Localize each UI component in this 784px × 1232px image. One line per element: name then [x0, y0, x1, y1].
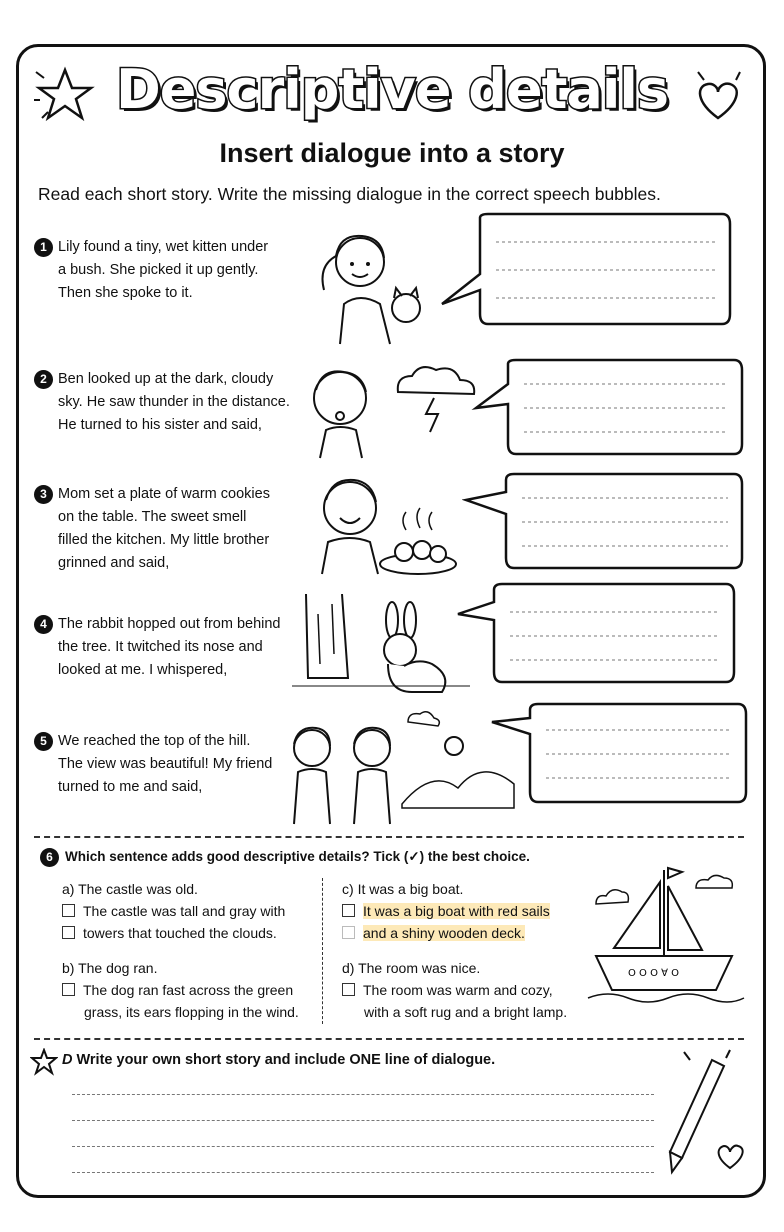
speech-bubble-4[interactable] — [454, 580, 738, 686]
question-6-prompt: 6 Which sentence adds good descriptive details? Tick (✓) the best choice. — [40, 848, 530, 867]
checkbox-c-extra[interactable] — [342, 926, 355, 939]
page-subtitle: Insert dialogue into a story — [219, 138, 565, 168]
option-b: b) The dog ran. The dog ran fast across the green grass, its ears flopping in the wind. — [62, 960, 299, 1020]
checkbox-b[interactable] — [62, 983, 75, 996]
story-5: 5 We reached the top of the hill. The view was beautiful! My friend turned to me and said, — [40, 730, 290, 799]
speech-bubble-1[interactable] — [436, 210, 736, 330]
checkbox-a[interactable] — [62, 904, 75, 917]
option-d: d) The room was nice. The room was warm and cozy, with a soft rug and a bright lamp. — [342, 960, 568, 1020]
girl-holding-kitten-illustration — [300, 226, 440, 348]
two-friends-on-hill-illustration — [282, 708, 522, 828]
speech-bubble-3[interactable] — [462, 470, 746, 572]
story-3: 3 Mom set a plate of warm cookies on the table. The sweet smell filled the kitchen. My little brother grinned and said, — [40, 483, 290, 575]
boy-with-cookies-illustration — [300, 468, 460, 580]
writing-line[interactable] — [72, 1146, 654, 1147]
section-divider-2 — [34, 1038, 744, 1040]
option-c: c) It was a big boat. It was a big boat with red sails and a shiny wooden deck. — [342, 881, 550, 941]
star-icon — [30, 1048, 58, 1076]
speech-bubble-2[interactable] — [470, 356, 746, 458]
final-task-prompt: D Write your own short story and include ONE line of dialogue. — [62, 1052, 496, 1068]
svg-text:O O O ∀ O: O O O ∀ O — [628, 968, 680, 979]
story-4: 4 The rabbit hopped out from behind the tree. It twitched its nose and looked at me. I whispered, — [40, 613, 290, 682]
page-title: Descriptive details — [115, 58, 669, 121]
writing-line[interactable] — [72, 1094, 654, 1095]
writing-line[interactable] — [72, 1172, 654, 1173]
story-1: 1 Lily found a tiny, wet kitten under a bush. She picked it up gently. Then she spoke to it. — [40, 236, 290, 305]
writing-line[interactable] — [72, 1120, 654, 1121]
speech-bubble-5[interactable] — [488, 700, 750, 806]
story-2: 2 Ben looked up at the dark, cloudy sky. He saw thunder in the distance. He turned to his sister and said, — [40, 368, 290, 437]
option-a: a) The castle was old. The castle was tall and gray with towers that touched the clouds. — [62, 881, 286, 941]
checkbox-a-extra[interactable] — [62, 926, 75, 939]
boy-and-thundercloud-illustration — [300, 358, 490, 462]
checkbox-c[interactable] — [342, 904, 355, 917]
section-divider — [34, 836, 744, 838]
column-divider — [322, 878, 323, 1024]
story-number: 1 — [34, 238, 53, 257]
instructions: Read each short story. Write the missing dialogue in the correct speech bubbles. — [38, 184, 661, 204]
rabbit-and-tree-illustration — [292, 594, 472, 698]
sailboat-illustration — [584, 860, 748, 1010]
pencil-icon — [660, 1048, 750, 1180]
checkbox-d[interactable] — [342, 983, 355, 996]
